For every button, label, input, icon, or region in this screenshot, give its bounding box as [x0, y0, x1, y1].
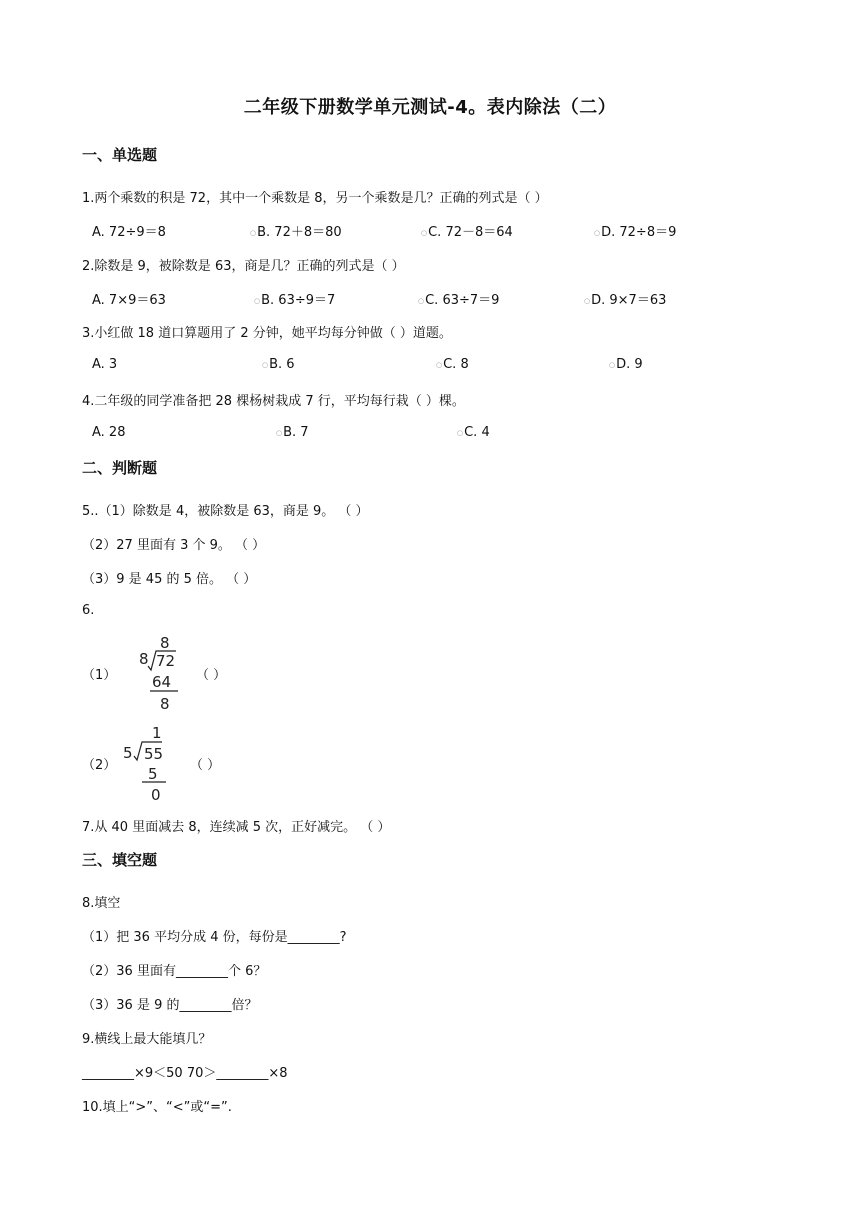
- dividend: 55: [144, 745, 164, 763]
- section-heading-single-choice: 一、单选题: [82, 146, 158, 164]
- question-9: 9.横线上最大能填几？: [82, 1032, 212, 1047]
- q4-option-a[interactable]: A. 28: [92, 425, 126, 440]
- option-marker-icon: ○: [421, 228, 428, 237]
- question-5-part-1: 5..（1）除数是 4，被除数是 63，商是 9。 （ ）: [82, 504, 369, 519]
- q1-option-b[interactable]: ○B. 72＋8＝80: [250, 225, 342, 240]
- question-4: 4.二年级的同学准备把 28 棵杨树栽成 7 行，平均每行栽（ ）棵。: [82, 394, 465, 409]
- question-6-part-1-label: （1）: [82, 668, 117, 683]
- question-5-part-3: （3）9 是 45 的 5 倍。 （ ）: [82, 572, 257, 587]
- question-4-options: [92, 425, 792, 443]
- question-6-part-2-label: （2）: [82, 758, 117, 773]
- question-3-options: [92, 357, 792, 375]
- section-heading-fill-blank: 三、填空题: [82, 851, 158, 869]
- q2-option-b[interactable]: ○B. 63÷9＝7: [254, 293, 336, 308]
- option-marker-icon: ○: [418, 296, 425, 305]
- option-marker-icon: ○: [594, 228, 601, 237]
- quotient: 8: [160, 634, 170, 652]
- question-7: 7.从 40 里面减去 8，连续减 5 次，正好减完。 （ ）: [82, 820, 391, 835]
- q3-option-a[interactable]: A. 3: [92, 357, 118, 372]
- answer-parentheses[interactable]: （ ）: [196, 668, 227, 683]
- question-1-options: [92, 221, 792, 239]
- option-marker-icon: ○: [609, 360, 616, 369]
- remainder: 0: [151, 786, 161, 804]
- q2-option-c[interactable]: ○C. 63÷7＝9: [418, 293, 500, 308]
- option-marker-icon: ○: [250, 228, 257, 237]
- q1-option-a[interactable]: A. 72÷9＝8: [92, 225, 166, 240]
- q1-option-d[interactable]: ○D. 72÷8＝9: [594, 225, 677, 240]
- option-marker-icon: ○: [276, 428, 283, 437]
- question-2: 2.除数是 9，被除数是 63，商是几？正确的列式是（ ）: [82, 259, 405, 274]
- long-division-figure-2: [118, 722, 174, 804]
- question-10: 10.填上“>”、“<”或“=”.: [82, 1100, 232, 1115]
- question-8: 8.填空: [82, 896, 121, 911]
- option-marker-icon: ○: [436, 360, 443, 369]
- q2-option-a[interactable]: A. 7×9＝63: [92, 293, 166, 308]
- divisor: 8: [139, 650, 149, 668]
- section-heading-true-false: 二、判断题: [82, 459, 158, 477]
- quotient: 1: [152, 724, 162, 742]
- dividend: 72: [156, 652, 176, 670]
- q4-option-c[interactable]: ○C. 4: [457, 425, 490, 440]
- long-division-figure-1: [136, 632, 186, 714]
- q2-option-d[interactable]: ○D. 9×7＝63: [584, 293, 667, 308]
- question-3: 3.小红做 18 道口算题用了 2 分钟，她平均每分钟做（ ）道题。: [82, 326, 452, 341]
- q3-option-c[interactable]: ○C. 8: [436, 357, 469, 372]
- option-marker-icon: ○: [457, 428, 464, 437]
- q1-option-c[interactable]: ○C. 72－8＝64: [421, 225, 513, 240]
- question-6: 6.: [82, 603, 95, 618]
- question-2-options: [92, 289, 792, 307]
- question-8-part-2[interactable]: （2）36 里面有________个 6？: [82, 964, 267, 979]
- option-marker-icon: ○: [254, 296, 261, 305]
- option-marker-icon: ○: [584, 296, 591, 305]
- divisor: 5: [123, 744, 133, 762]
- page-title: 二年级下册数学单元测试-4。表内除法（二）: [243, 97, 617, 118]
- question-5-part-2: （2）27 里面有 3 个 9。 （ ）: [82, 538, 266, 553]
- option-marker-icon: ○: [262, 360, 269, 369]
- q3-option-b[interactable]: ○B. 6: [262, 357, 295, 372]
- q3-option-d[interactable]: ○D. 9: [609, 357, 643, 372]
- remainder: 8: [160, 695, 170, 713]
- question-8-part-1[interactable]: （1）把 36 平均分成 4 份，每份是________?: [82, 930, 347, 945]
- q4-option-b[interactable]: ○B. 7: [276, 425, 309, 440]
- question-8-part-3[interactable]: （3）36 是 9 的________倍？: [82, 998, 258, 1013]
- product: 5: [148, 765, 158, 783]
- product: 64: [152, 673, 172, 691]
- answer-parentheses[interactable]: （ ）: [190, 758, 221, 773]
- question-1: 1.两个乘数的积是 72，其中一个乘数是 8，另一个乘数是几？正确的列式是（ ）: [82, 191, 548, 206]
- question-9-blanks[interactable]: ________×9＜50 70＞________×8: [82, 1066, 288, 1081]
